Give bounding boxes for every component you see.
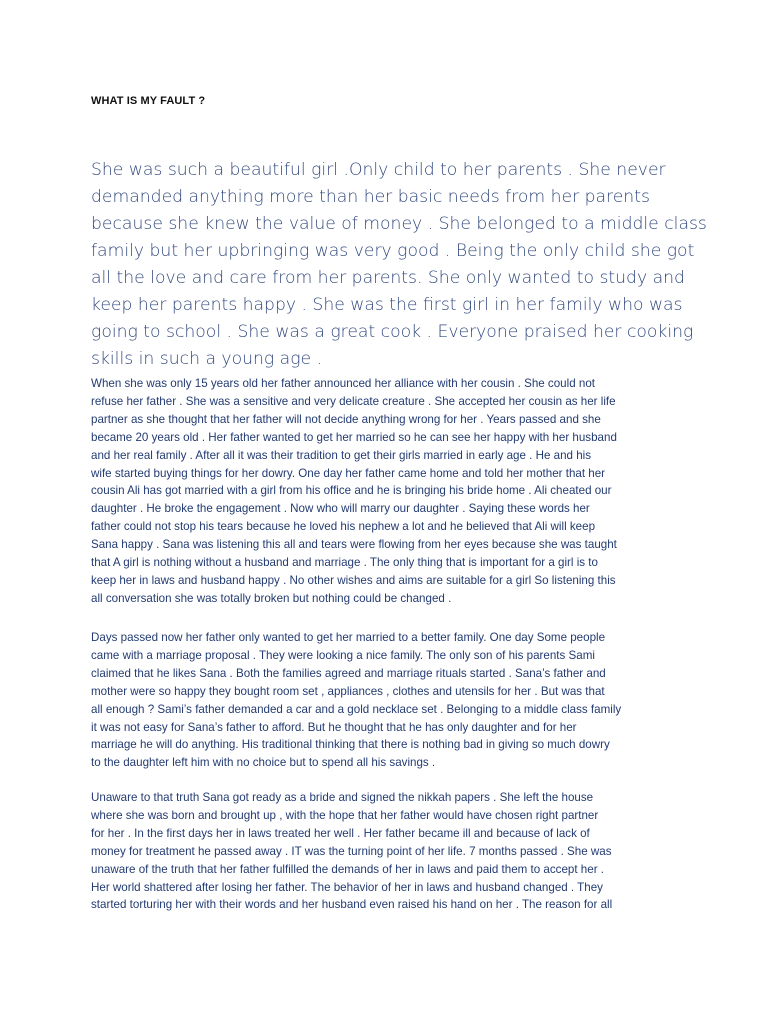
intro-line: She was such a beautiful girl .Only child to her parents . She never	[91, 160, 666, 180]
paragraph-line: to the daughter left him with no choice but to spend all his savings .	[91, 756, 436, 770]
paragraph-line: for her . In the first days her in laws treated her well . Her father became ill and because of lack of	[91, 826, 590, 840]
paragraph-line: and her real family . After all it was their tradition to get their girls married in early age . He and his	[91, 448, 592, 462]
body-paragraph-3	[91, 789, 691, 914]
intro-paragraph	[91, 157, 707, 373]
paragraph-line: came with a marriage proposal . They were looking a nice family. The only son of his parents Sami	[91, 648, 595, 662]
paragraph-line: unaware of the truth that her father fulfilled the demands of her in laws and paid them to accept her .	[91, 862, 605, 876]
paragraph-line: keep her in laws and husband happy . No other wishes and aims are suitable for a girl So listening this	[91, 573, 616, 587]
paragraph-line: When she was only 15 years old her father announced her alliance with her cousin . She could not	[91, 377, 595, 390]
paragraph-line: all enough ? Sami’s father demanded a car and a gold necklace set . Belonging to a middle class family	[91, 702, 622, 716]
intro-line: keep her parents happy . She was the first girl in her family who was	[91, 295, 683, 315]
paragraph-line: wife started buying things for her dowry. One day her father came home and told her mother that her	[91, 466, 606, 480]
paragraph-line: Days passed now her father only wanted to get her married to a better family. One day Some people	[91, 631, 606, 644]
paragraph-line: refuse her father . She was a sensitive and very delicate creature . She accepted her cousin as her life	[91, 394, 616, 408]
intro-line: family but her upbringing was very good . Being the only child she got	[91, 241, 695, 261]
paragraph-line: Unaware to that truth Sana got ready as a bride and signed the nikkah papers . She left the house	[91, 791, 594, 804]
paragraph-line: Her world shattered after losing her father. The behavior of her in laws and husband changed . They	[91, 880, 603, 894]
paragraph-line: became 20 years old . Her father wanted to get her married so he can see her happy with her husband	[91, 430, 617, 444]
intro-line: because she knew the value of money . She belonged to a middle class	[91, 214, 707, 234]
document-title: WHAT IS MY FAULT ?	[91, 95, 206, 107]
paragraph-line: father could not stop his tears because he loved his nephew a lot and he believed that Ali will keep	[91, 520, 596, 534]
body-paragraph-1	[91, 375, 691, 608]
intro-line: demanded anything more than her basic needs from her parents	[91, 187, 650, 207]
intro-line: going to school . She was a great cook . Everyone praised her cooking	[91, 322, 694, 342]
paragraph-line: it was not easy for Sana’s father to afford. But he thought that he has only daughter and for her	[91, 720, 577, 734]
paragraph-line: where she was born and brought up , with the hope that her father would have chosen right partner	[91, 808, 599, 822]
body-paragraph-2	[91, 629, 691, 772]
paragraph-line: started torturing her with their words and her husband even raised his hand on her . The reason for all	[91, 898, 613, 912]
paragraph-line: all conversation she was totally broken but nothing could be changed .	[91, 591, 452, 605]
paragraph-line: Sana happy . Sana was listening this all and tears were flowing from her eyes because she was taught	[91, 538, 617, 552]
paragraph-line: cousin Ali has got married with a girl from his office and he is bringing his bride home . Ali cheated our	[91, 484, 612, 498]
intro-line: all the love and care from her parents. She only wanted to study and	[91, 268, 685, 288]
paragraph-line: mother were so happy they bought room set , appliances , clothes and utensils for her . But was that	[91, 684, 605, 698]
paragraph-line: partner as she thought that her father will not decide anything wrong for her . Years passed and she	[91, 412, 601, 426]
paragraph-line: marriage he will do anything. His traditional thinking that there is nothing bad in giving so much dowry	[91, 738, 610, 752]
paragraph-line: claimed that he likes Sana . Both the families agreed and marriage rituals started . Sana’s father and	[91, 666, 606, 680]
intro-line: skills in such a young age .	[91, 349, 323, 369]
paragraph-line: money for treatment he passed away . IT was the turning point of her life. 7 months passed . She was	[91, 844, 612, 858]
paragraph-line: that A girl is nothing without a husband and marriage . The only thing that is important for a girl is to	[91, 556, 598, 570]
paragraph-line: daughter . He broke the engagement . Now who will marry our daughter . Saying these words her	[91, 502, 590, 516]
